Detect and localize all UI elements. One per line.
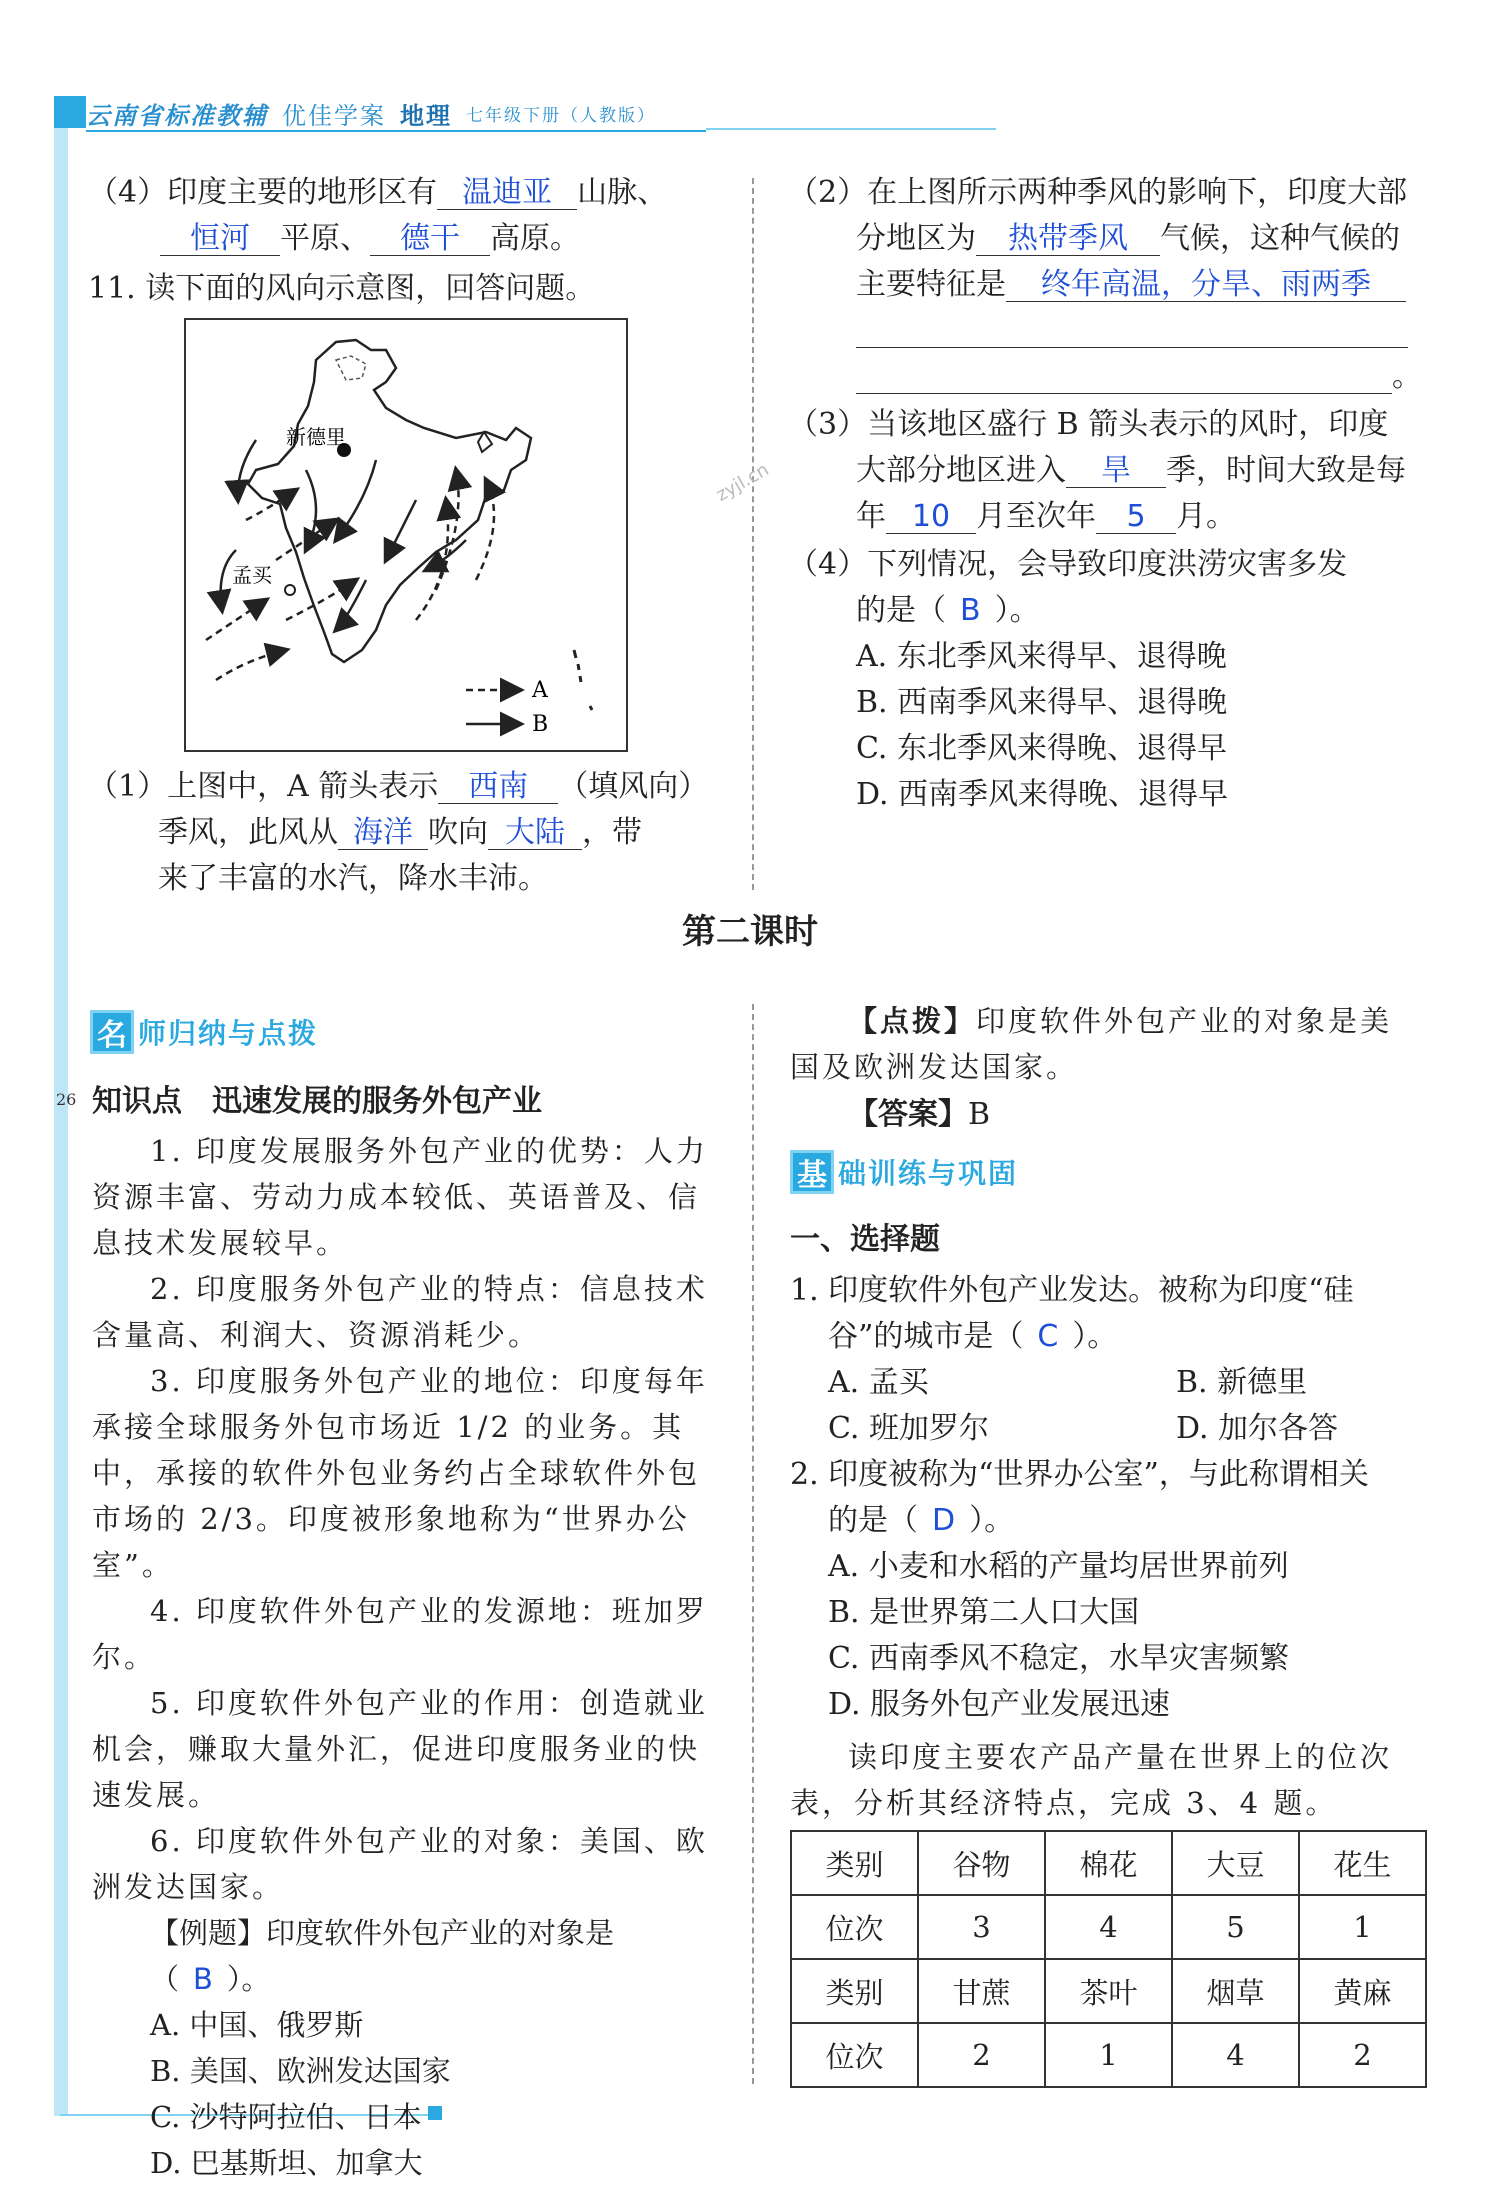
- answer-blank: 终年高温，分旱、雨两季: [1006, 268, 1406, 302]
- answer-value: B: [968, 1097, 991, 1132]
- knowledge-list: [92, 1128, 714, 2186]
- table-cell: 烟草: [1172, 1959, 1299, 2023]
- table-row: [791, 2023, 1426, 2087]
- empty-line: [856, 360, 1392, 394]
- table-cell: 类别: [791, 1831, 918, 1895]
- mc-question-1: 1. 印度软件外包产业发达。被称为印度“硅 谷”的城市是（ C ）。 A. 孟买 B. 新德里 C. 班加罗尔 D. 加尔各答: [790, 1268, 1430, 1452]
- column-divider-top: [752, 178, 754, 890]
- table-cell: 5: [1172, 1895, 1299, 1959]
- table-cell: 位次: [791, 1895, 918, 1959]
- header-series: 云南省标准教辅: [86, 101, 268, 130]
- table-cell: 甘蔗: [918, 1959, 1045, 2023]
- answer-blank: 热带季风: [976, 222, 1160, 256]
- q11-part3: （3）当该地区盛行 B 箭头表示的风时，印度 大部分地区进入 旱 季，时间大致是每 年 10 月至次年 5 月。: [788, 407, 1406, 534]
- q11-part1: （1）上图中，A 箭头表示 西南 （填风向） 季风，此风从 海洋 吹向 大陆 ，带 来了丰富的水汽，降水丰沛。: [88, 769, 709, 896]
- choice-heading: 一、选择题: [790, 1222, 940, 1257]
- option: A. 东北季风来得早、退得晚: [856, 639, 1227, 674]
- section-badge: 名: [90, 1010, 134, 1054]
- option: A. 小麦和水稻的产量均居世界前列: [828, 1549, 1289, 1584]
- option: B. 西南季风来得早、退得晚: [856, 685, 1228, 720]
- table-cell: 类别: [791, 1959, 918, 2023]
- q11-part4: （4）下列情况，会导致印度洪涝灾害多发 的是（ B ）。 A. 东北季风来得早、退得晚 B. 西南季风来得早、退得晚 C. 东北季风来得晚、退得早 D. 西南季风来得晚、退得早: [788, 547, 1348, 812]
- table-cell: 4: [1172, 2023, 1299, 2087]
- wind-map: [184, 318, 628, 752]
- table-cell: 2: [1299, 2023, 1426, 2087]
- table-cell: 1: [1045, 2023, 1172, 2087]
- knowledge-item: 5. 印度软件外包产业的作用：创造就业机会，赚取大量外汇，促进印度服务业的快速发展。: [92, 1686, 708, 1812]
- section-basic-training: [790, 1150, 1018, 1194]
- table-row: [791, 1959, 1426, 2023]
- table-row: [791, 1895, 1426, 1959]
- option: D. 加尔各答: [1176, 1411, 1339, 1446]
- section-title: 师归纳与点拨: [138, 1017, 319, 1050]
- label-new-delhi: 新德里: [286, 425, 346, 449]
- table-cell: 茶叶: [1045, 1959, 1172, 2023]
- table-cell: 花生: [1299, 1831, 1426, 1895]
- answer-blank: 5: [1096, 500, 1176, 534]
- answer-choice: B: [960, 593, 981, 628]
- option: B. 是世界第二人口大国: [828, 1595, 1140, 1630]
- option: A. 孟买: [828, 1365, 929, 1400]
- ranking-table-wrap: [790, 1830, 1427, 2088]
- legend-a: A: [532, 678, 548, 703]
- label-mumbai: 孟买: [232, 563, 272, 587]
- table-cell: 3: [918, 1895, 1045, 1959]
- answer-blank: 海洋: [338, 816, 428, 850]
- example-question: 【例题】印度软件外包产业的对象是（ B ）。: [150, 1916, 615, 1996]
- legend-b: B: [532, 712, 549, 737]
- header-left-corner: [54, 96, 86, 128]
- answer-blank: 旱: [1066, 454, 1166, 488]
- option: B. 新德里: [1176, 1365, 1308, 1400]
- page-number: 26: [56, 1090, 77, 1109]
- table-intro: 读印度主要农产品产量在世界上的位次表，分析其经济特点，完成 3、4 题。: [790, 1740, 1393, 1820]
- mumbai-marker: [285, 585, 295, 595]
- option: B. 美国、欧洲发达国家: [150, 2054, 451, 2088]
- option: A. 中国、俄罗斯: [150, 2008, 364, 2042]
- lesson-title: 第二课时: [682, 912, 818, 952]
- empty-line: [856, 314, 1408, 348]
- answer-label: 【答案】: [848, 1097, 968, 1132]
- answer-choice: C: [1037, 1319, 1059, 1354]
- hint-label: 【点拨】: [848, 1004, 977, 1038]
- knowledge-item: 2. 印度服务外包产业的特点：信息技术含量高、利润大、资源消耗少。: [92, 1272, 708, 1352]
- answer-blank: 10: [886, 500, 976, 534]
- answer-line: [848, 1092, 990, 1138]
- header-subject: 地理: [400, 101, 452, 130]
- option: C. 沙特阿拉伯、日本: [150, 2100, 422, 2134]
- table-cell: 黄麻: [1299, 1959, 1426, 2023]
- table-row: [791, 1831, 1426, 1895]
- watermark: zyjl.cn: [712, 459, 773, 506]
- header-bar: [86, 96, 706, 132]
- answer-blank: 恒河: [160, 222, 280, 256]
- header-book: 优佳学案: [282, 101, 386, 130]
- table-cell: 谷物: [918, 1831, 1045, 1895]
- option: D. 巴基斯坦、加拿大: [150, 2146, 423, 2180]
- q10-4: （4）印度主要的地形区有 温迪亚 山脉、 恒河 平原、 德干 高原。: [88, 175, 668, 256]
- answer-blank: 温迪亚: [437, 176, 577, 210]
- ranking-table: [790, 1830, 1427, 2088]
- table-cell: 位次: [791, 2023, 918, 2087]
- answer-blank: 德干: [370, 222, 490, 256]
- option: C. 班加罗尔: [828, 1411, 989, 1446]
- option: C. 东北季风来得晚、退得早: [856, 731, 1227, 766]
- section-badge: 基: [790, 1150, 834, 1194]
- answer-blank: 西南: [438, 770, 558, 804]
- table-cell: 4: [1045, 1895, 1172, 1959]
- q11-part2: （2）在上图所示两种季风的影响下，印度大部 分地区为 热带季风 气候，这种气候的 主要特征是 终年高温，分旱、雨两季 。: [788, 175, 1422, 394]
- column-divider-bottom: [752, 1004, 754, 2084]
- knowledge-item: 6. 印度软件外包产业的对象：美国、欧洲发达国家。: [92, 1824, 708, 1904]
- option: D. 西南季风来得晚、退得早: [856, 777, 1229, 812]
- section-title: 础训练与巩固: [838, 1157, 1019, 1190]
- table-cell: 2: [918, 2023, 1045, 2087]
- table-cell: 1: [1299, 1895, 1426, 1959]
- india-outline: [248, 340, 531, 662]
- section-teacher-summary: [90, 1010, 318, 1054]
- hint-text: 印度软件外包产业的对象是美国及欧洲发达国家。: [790, 1004, 1393, 1084]
- knowledge-heading: 知识点 迅速发展的服务外包产业: [92, 1084, 542, 1119]
- header-line: [706, 128, 996, 130]
- answer-choice: B: [193, 1962, 213, 1996]
- option: C. 西南季风不稳定，水旱灾害频繁: [828, 1641, 1289, 1676]
- knowledge-item: 1. 印度发展服务外包产业的优势：人力资源丰富、劳动力成本较低、英语普及、信息技术发展较早。: [92, 1134, 708, 1260]
- answer-choice: D: [932, 1503, 956, 1538]
- table-cell: 棉花: [1045, 1831, 1172, 1895]
- table-cell: 大豆: [1172, 1831, 1299, 1895]
- knowledge-item: 3. 印度服务外包产业的地位：印度每年承接全球服务外包市场近 1/2 的业务。其中，承接的软件外包业务约占全球软件外包市场的 2/3。印度被形象地称为“世界办公室”。: [92, 1364, 708, 1582]
- knowledge-item: 4. 印度软件外包产业的发源地：班加罗尔。: [92, 1594, 708, 1674]
- option: D. 服务外包产业发展迅速: [828, 1687, 1171, 1722]
- india-map-svg: [186, 320, 626, 750]
- hint: [790, 998, 1420, 1090]
- header-grade: 七年级下册（人教版）: [466, 105, 656, 126]
- q11-stem: 11. 读下面的风向示意图，回答问题。: [88, 271, 596, 306]
- mc-question-2: 2. 印度被称为“世界办公室”，与此称谓相关 的是（ D ）。 A. 小麦和水稻的产量均居世界前列 B. 是世界第二人口大国 C. 西南季风不稳定，水旱灾害频繁 D. 服务外包产业发展迅速: [790, 1452, 1430, 1728]
- answer-blank: 大陆: [488, 816, 582, 850]
